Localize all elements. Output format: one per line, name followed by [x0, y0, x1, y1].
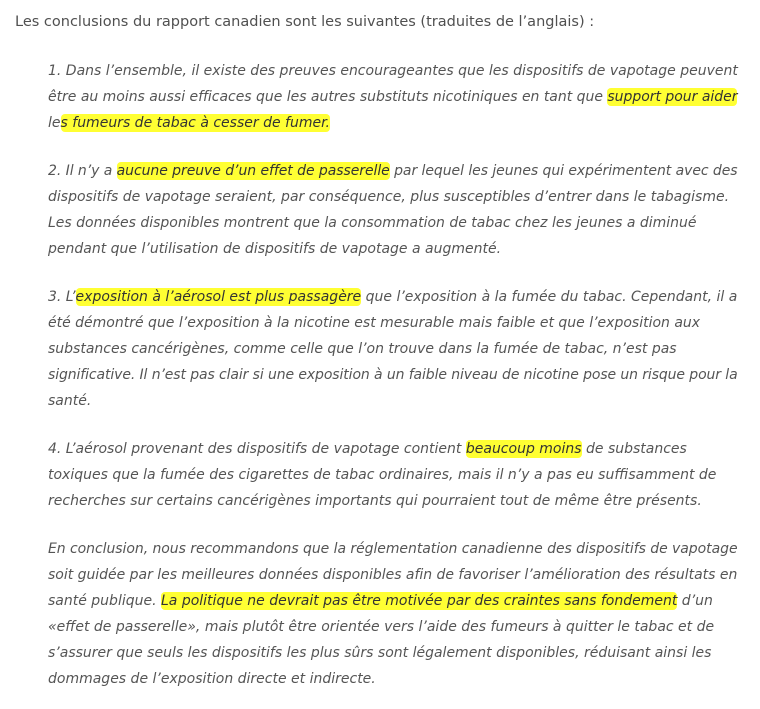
conclusion-paragraph-final [48, 536, 738, 692]
text-segment: été démontré que l’exposition à la nicotine est mesurable mais faible et que l’exposition aux [48, 315, 701, 331]
text-segment: soit guidée par les meilleures données disponibles afin de favoriser l’amélioration des résultats en [48, 567, 738, 583]
text-segment: significative. Il n’est pas clair si une exposition à un faible niveau de nicotine pose un risque pour la [48, 367, 738, 383]
conclusion-paragraph-1 [48, 58, 738, 136]
text-segment: être au moins aussi efficaces que les autres substituts nicotiniques en tant que [48, 89, 608, 105]
text-line [48, 640, 738, 666]
highlighted-text: beaucoup moins [465, 441, 582, 457]
text-line [48, 310, 738, 336]
text-line [48, 58, 738, 84]
text-segment: que l’exposition à la fumée du tabac. Cependant, il a [361, 289, 738, 305]
text-line [48, 158, 738, 184]
highlighted-text: La politique ne devrait pas être motivée par des craintes sans fondement [161, 593, 678, 609]
text-line [48, 110, 738, 136]
text-line [48, 666, 738, 692]
text-segment: par lequel les jeunes qui expérimentent avec des [389, 163, 738, 179]
text-line [48, 284, 738, 310]
text-segment: recherches sur certains cancérigènes importants qui pourraient tout de même être présents. [48, 493, 702, 509]
intro-sentence: Les conclusions du rapport canadien sont les suivantes (traduites de l’anglais) : [15, 14, 595, 30]
text-segment: santé publique. [48, 593, 161, 609]
text-segment: 4. L’aérosol provenant des dispositifs de vapotage contient [48, 441, 466, 457]
conclusion-paragraph-4 [48, 436, 738, 514]
text-line [48, 336, 738, 362]
text-line [48, 462, 738, 488]
text-line [48, 236, 738, 262]
text-segment: d’un [677, 593, 713, 609]
text-segment: En conclusion, nous recommandons que la réglementation canadienne des dispositifs de vapotage [48, 541, 738, 557]
text-segment: substances cancérigènes, comme celle que l’on trouve dans la fumée de tabac, n’est pas [48, 341, 677, 357]
text-line [48, 362, 738, 388]
text-segment: santé. [48, 393, 92, 409]
conclusion-paragraph-2 [48, 158, 738, 262]
conclusion-paragraph-3 [48, 284, 738, 414]
text-segment: Les données disponibles montrent que la consommation de tabac chez les jeunes a diminué [48, 215, 697, 231]
text-line [48, 562, 738, 588]
text-line [48, 614, 738, 640]
highlighted-text: exposition à l’aérosol est plus passagère [75, 289, 362, 305]
text-line [48, 588, 738, 614]
text-line [48, 84, 738, 110]
highlighted-text: aucune preuve d’un effet de passerelle [116, 163, 390, 179]
text-line [48, 388, 738, 414]
text-line [48, 210, 738, 236]
text-segment: pendant que l’utilisation de dispositifs de vapotage a augmenté. [48, 241, 502, 257]
text-line [48, 488, 738, 514]
text-segment: le [48, 115, 61, 131]
text-segment: dispositifs de vapotage seraient, par conséquence, plus susceptibles d’entrer dans le tabagisme. [48, 189, 730, 205]
highlighted-text: support pour aider [607, 89, 738, 105]
text-line [48, 184, 738, 210]
text-line [48, 436, 738, 462]
text-segment: 3. L’ [48, 289, 76, 305]
highlighted-text: s fumeurs de tabac à cesser de fumer. [60, 115, 330, 131]
text-segment: dommages de l’exposition directe et indirecte. [48, 671, 376, 687]
text-segment: de substances [581, 441, 687, 457]
text-segment: toxiques que la fumée des cigarettes de tabac ordinaires, mais il n’y a pas eu suffisamment de [48, 467, 717, 483]
text-segment: s’assurer que seuls les dispositifs les plus sûrs sont légalement disponibles, réduisant ainsi les [48, 645, 712, 661]
text-line [48, 536, 738, 562]
text-segment: 1. Dans l’ensemble, il existe des preuves encourageantes que les dispositifs de vapotage peuvent [48, 63, 738, 79]
text-segment: 2. Il n’y a [48, 163, 117, 179]
text-segment: «effet de passerelle», mais plutôt être orientée vers l’aide des fumeurs à quitter le tabac et de [48, 619, 715, 635]
